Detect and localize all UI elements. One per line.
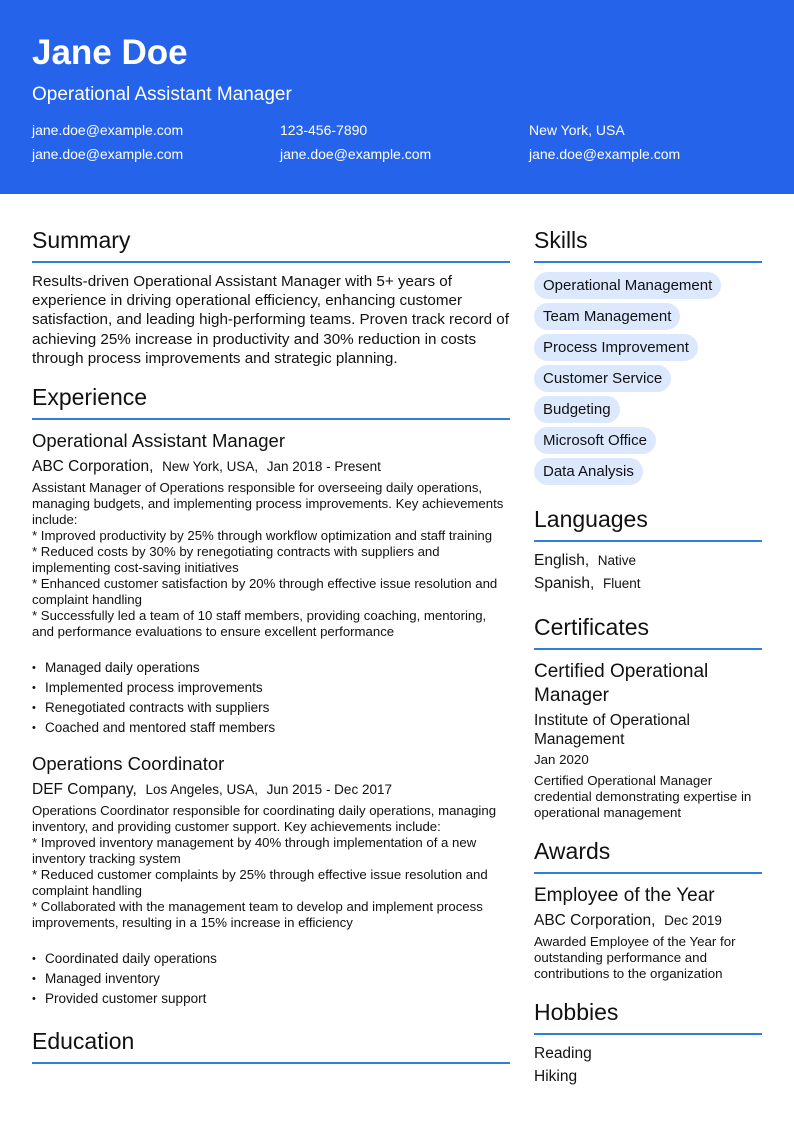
job-company: ABC Corporation, (32, 458, 154, 475)
job-title: Operational Assistant Manager (32, 430, 285, 451)
certificate-name: Certified Operational Manager (534, 661, 709, 706)
job-meta (32, 780, 392, 799)
summary-text: Results-driven Operational Assistant Manager with 5+ years of experience in driving operational efficiency, enhancing customer satisfaction, and leading high-performing teams. Proven track record of achieving 25% increase in productivity and 30% reduction in costs through process improvements and strategic planning. (32, 273, 509, 367)
skills-list (534, 272, 721, 489)
summary-divider (32, 261, 510, 263)
list-item: • Managed daily operations (32, 658, 275, 678)
education-divider (32, 1062, 510, 1064)
award-name: Employee of the Year (534, 885, 715, 906)
job-bullet-list (32, 949, 217, 1009)
contact-phone[interactable]: 123-456-7890 (280, 122, 368, 138)
skills-heading: Skills (534, 227, 588, 253)
list-item: • Renegotiated contracts with suppliers (32, 698, 275, 718)
certificates-divider (534, 648, 762, 650)
skill-tag: Team Management (534, 303, 680, 330)
skills-divider (534, 261, 762, 263)
job-dates: Jan 2018 - Present (266, 459, 381, 474)
candidate-role: Operational Assistant Manager (32, 84, 292, 105)
certificates-heading: Certificates (534, 614, 650, 640)
job-meta (32, 457, 381, 476)
language-level: Native (597, 553, 637, 568)
job-title: Operations Coordinator (32, 753, 225, 774)
skill-tag: Process Improvement (534, 334, 698, 361)
skill-tag: Budgeting (534, 396, 620, 423)
contact-email-3[interactable]: jane.doe@example.com (280, 146, 432, 162)
award-meta (534, 911, 722, 931)
hobby-item: Hiking (534, 1068, 578, 1085)
award-description: Awarded Employee of the Year for outstanding performance and contributions to the organization (534, 934, 736, 981)
languages-heading: Languages (534, 506, 648, 532)
job-description: Operations Coordinator responsible for coordinating daily operations, managing inventory, and providing customer support. Key achievements include: * Improved inventory management by 40% through implementation of a new inventory tracking system * Reduced customer complaints by 25% through effective issue resolution and complaint handling * Collaborated with the management team to develop and implement process improvements, resulting in a 15% increase in efficiency (32, 803, 497, 930)
experience-divider (32, 418, 510, 420)
language-level: Fluent (602, 576, 641, 591)
job-location: Los Angeles, USA, (145, 782, 259, 797)
skill-tag: Customer Service (534, 365, 671, 392)
list-item: • Coached and mentored staff members (32, 718, 275, 738)
skill-tag: Data Analysis (534, 458, 643, 485)
award-org: ABC Corporation, (534, 912, 656, 929)
language-name: Spanish, (534, 575, 595, 592)
award-date: Dec 2019 (664, 913, 722, 928)
skill-tag: Microsoft Office (534, 427, 656, 454)
job-dates: Jun 2015 - Dec 2017 (266, 782, 392, 797)
job-bullet-list (32, 658, 275, 738)
certificate-date: Jan 2020 (534, 752, 589, 767)
contact-location: New York, USA (529, 122, 625, 138)
language-name: English, (534, 552, 590, 569)
skill-tag: Operational Management (534, 272, 721, 299)
job-location: New York, USA, (162, 459, 259, 474)
language-item (534, 551, 636, 571)
certificate-issuer: Institute of Operational Management (534, 712, 690, 748)
list-item: • Implemented process improvements (32, 678, 275, 698)
hobby-item: Reading (534, 1045, 592, 1062)
contact-email-4[interactable]: jane.doe@example.com (529, 146, 681, 162)
summary-heading: Summary (32, 227, 131, 253)
job-company: DEF Company, (32, 781, 137, 798)
languages-divider (534, 540, 762, 542)
list-item: • Managed inventory (32, 969, 217, 989)
awards-divider (534, 872, 762, 874)
contact-email-2[interactable]: jane.doe@example.com (32, 146, 184, 162)
experience-heading: Experience (32, 384, 148, 410)
job-description: Assistant Manager of Operations responsible for overseeing daily operations, managing budgets, and implementing process improvements. Key achievements include: * Improved productivity by 25% through workflow optimization and staff training * Reduced costs by 30% by renegotiating contracts with suppliers and implementing cost-saving initiatives * Enhanced customer satisfaction by 20% through effective issue resolution and complaint handling * Successfully led a team of 10 staff members, providing coaching, mentoring, and performance evaluations to ensure excellent performance (32, 480, 504, 639)
education-heading: Education (32, 1028, 135, 1054)
list-item: • Provided customer support (32, 989, 217, 1009)
list-item: • Coordinated daily operations (32, 949, 217, 969)
awards-heading: Awards (534, 838, 611, 864)
candidate-name: Jane Doe (32, 33, 188, 72)
resume-header (0, 0, 794, 194)
contact-email[interactable]: jane.doe@example.com (32, 122, 184, 138)
hobbies-heading: Hobbies (534, 999, 619, 1025)
certificate-description: Certified Operational Manager credential demonstrating expertise in operational management (534, 773, 752, 820)
language-item (534, 574, 640, 594)
hobbies-divider (534, 1033, 762, 1035)
